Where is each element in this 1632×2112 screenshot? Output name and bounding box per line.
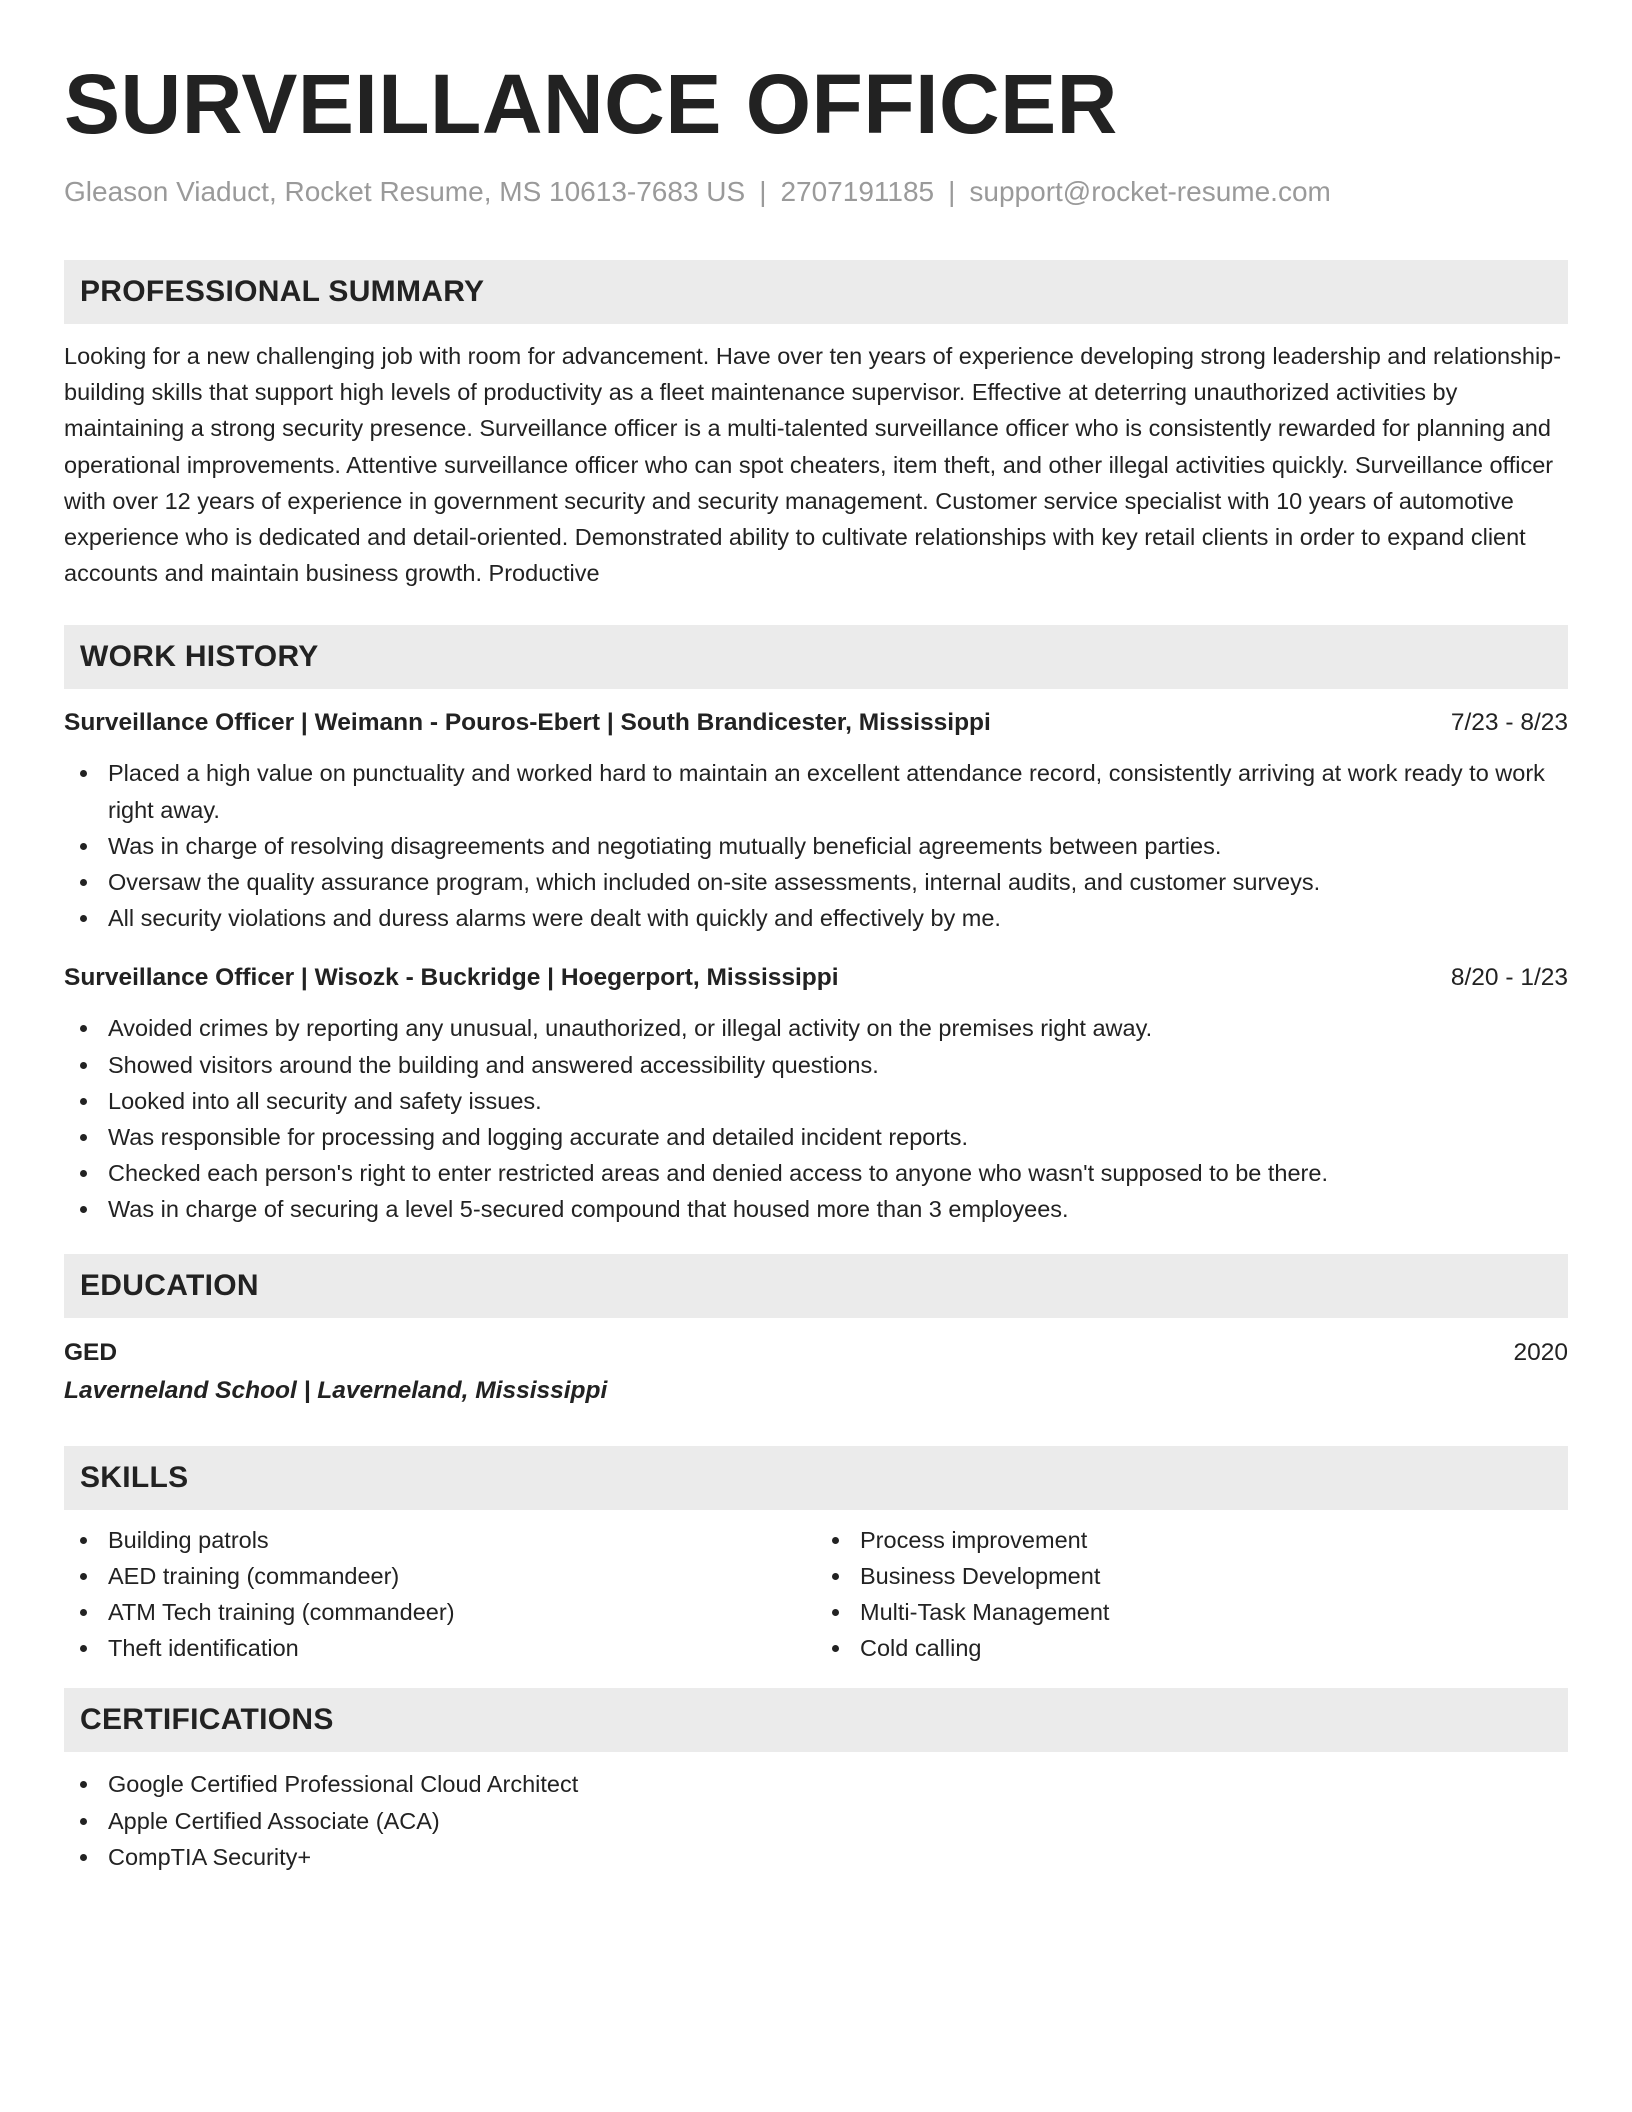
skill-item: Building patrols: [64, 1522, 816, 1558]
contact-line: [64, 174, 1568, 210]
contact-separator: |: [948, 176, 956, 207]
job-bullets: [64, 1010, 1568, 1227]
job-bullet: Avoided crimes by reporting any unusual, unauthorized, or illegal activity on the premises right away.: [64, 1010, 1568, 1046]
job-bullet: Was in charge of resolving disagreements and negotiating mutually beneficial agreements between parties.: [64, 828, 1568, 864]
job-bullet: Placed a high value on punctuality and worked hard to maintain an excellent attendance record, consistently arriving at work ready to work right away.: [64, 755, 1568, 827]
education-header: [64, 1334, 1568, 1372]
skill-item: Process improvement: [816, 1522, 1568, 1558]
job-bullet: Was in charge of securing a level 5-secured compound that housed more than 3 employees.: [64, 1191, 1568, 1227]
skill-item: AED training (commandeer): [64, 1558, 816, 1594]
job-bullet: Oversaw the quality assurance program, which included on-site assessments, internal audits, and customer surveys.: [64, 864, 1568, 900]
section-heading-certifications: CERTIFICATIONS: [64, 1688, 1568, 1752]
job-bullet: All security violations and duress alarms were dealt with quickly and effectively by me.: [64, 900, 1568, 936]
certification-item: CompTIA Security+: [64, 1839, 1568, 1875]
skills-list: [816, 1522, 1568, 1667]
skills-column-left: [64, 1522, 816, 1667]
job-entry: [64, 705, 1568, 936]
job-dates: 8/20 - 1/23: [1450, 964, 1568, 992]
skill-item: Cold calling: [816, 1630, 1568, 1666]
job-header: [64, 960, 1568, 996]
skill-item: Business Development: [816, 1558, 1568, 1594]
section-heading-skills: SKILLS: [64, 1446, 1568, 1510]
contact-phone: 2707191185: [780, 176, 935, 207]
section-heading-education: EDUCATION: [64, 1254, 1568, 1318]
contact-address: Gleason Viaduct, Rocket Resume, MS 10613-7683 US: [64, 176, 746, 207]
section-heading-work: WORK HISTORY: [64, 625, 1568, 689]
skill-item: ATM Tech training (commandeer): [64, 1594, 816, 1630]
contact-email: support@rocket-resume.com: [969, 176, 1331, 207]
job-title: Surveillance Officer | Wisozk - Buckridge | Hoegerport, Mississippi: [64, 964, 839, 992]
certification-item: Apple Certified Associate (ACA): [64, 1803, 1568, 1839]
skills-list: [64, 1522, 816, 1667]
skill-item: Multi-Task Management: [816, 1594, 1568, 1630]
job-bullet: Was responsible for processing and logging accurate and detailed incident reports.: [64, 1119, 1568, 1155]
section-heading-summary: PROFESSIONAL SUMMARY: [64, 260, 1568, 324]
contact-separator: |: [759, 176, 767, 207]
resume-name: SURVEILLANCE OFFICER: [64, 57, 1118, 151]
job-bullets: [64, 755, 1568, 936]
job-title: Surveillance Officer | Weimann - Pouros-Ebert | South Brandicester, Mississippi: [64, 709, 991, 737]
job-dates: 7/23 - 8/23: [1450, 709, 1568, 737]
job-bullet: Checked each person's right to enter restricted areas and denied access to anyone who wasn't supposed to be there.: [64, 1155, 1568, 1191]
job-entry: [64, 960, 1568, 1227]
job-bullet: Showed visitors around the building and answered accessibility questions.: [64, 1047, 1568, 1083]
job-bullet: Looked into all security and safety issues.: [64, 1083, 1568, 1119]
certifications-list: [64, 1766, 1568, 1875]
skills-column-right: [816, 1522, 1568, 1667]
skill-item: Theft identification: [64, 1630, 816, 1666]
education-year: 2020: [1513, 1338, 1568, 1366]
job-header: [64, 705, 1568, 741]
summary-text: Looking for a new challenging job with room for advancement. Have over ten years of experience developing strong leadership and relationship-building skills that support high levels of productivity as a fleet maintenance supervisor. Effective at deterring unauthorized activities by maintaining a strong security presence. Surveillance officer is a multi-talented surveillance officer who is consistently rewarded for planning and operational improvements. Attentive surveillance officer who can spot cheaters, item theft, and other illegal activities quickly. Surveillance officer with over 12 years of experience in government security and security management. Customer service specialist with 10 years of automotive experience who is dedicated and detail-oriented. Demonstrated ability to cultivate relationships with key retail clients in order to expand client accounts and maintain business growth. Productive: [64, 343, 1562, 587]
education-entry: [64, 1334, 1568, 1410]
education-degree: GED: [64, 1338, 118, 1366]
skills-grid: [64, 1522, 1568, 1667]
education-school: Laverneland School | Laverneland, Mississippi: [64, 1376, 608, 1404]
certification-item: Google Certified Professional Cloud Architect: [64, 1766, 1568, 1802]
